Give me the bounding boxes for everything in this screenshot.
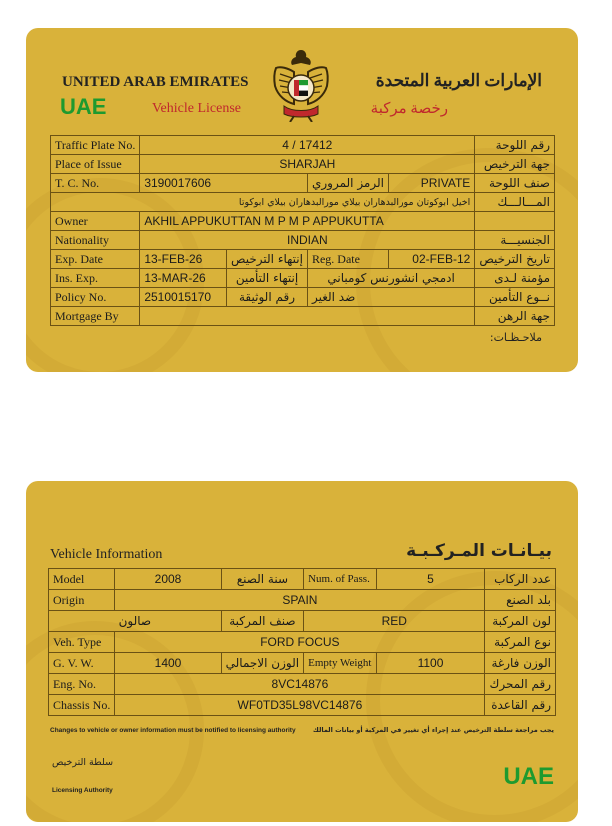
empty-weight-value: 1100 [376,653,485,674]
color-value: RED [304,611,485,632]
licensing-authority-ar: سلطة الترخيص [52,757,114,768]
gvw-value: 1400 [115,653,221,674]
engine-no-label: Eng. No. [49,674,115,695]
nationality-label: Nationality [51,231,140,250]
row-nationality [51,231,555,250]
color-label-ar: لون المركبة [485,611,556,632]
row-origin [49,590,556,611]
tc-number-label: T. C. No. [51,174,140,193]
model-value: 2008 [115,569,221,590]
row-traffic-plate [51,136,555,155]
place-of-issue-value: SHARJAH [140,155,475,174]
mortgage-label-ar: جهة الرهن [475,307,555,326]
row-ins-exp [51,269,555,288]
row-tc-number [51,174,555,193]
row-mortgage [51,307,555,326]
row-engine [49,674,556,695]
veh-type-label-ar: نوع المركبة [485,632,556,653]
model-label: Model [49,569,115,590]
row-exp-date [51,250,555,269]
row-chassis [49,695,556,716]
change-notice-ar: يجب مراجعة سلطة الترخيص عند إجراء أي تغيير في المركبة أو بيانات المالك [312,726,554,734]
reg-date-label: Reg. Date [307,250,388,269]
row-veh-type [49,632,556,653]
engine-no-value: 8VC14876 [115,674,485,695]
empty-weight-label-ar: الوزن فارغة [485,653,556,674]
doc-title-ar: رخصة مركبة [370,101,448,117]
nationality-value: INDIAN [140,231,475,250]
notes-label-ar: ملاحـظـات: [489,331,542,344]
license-front-card [26,28,578,372]
ins-expiry-label-ar: إنتهاء التأمين [227,269,308,288]
chassis-no-label: Chassis No. [49,695,115,716]
row-owner-ar [51,193,555,212]
ins-exp-label: Ins. Exp. [51,269,140,288]
row-policy [51,288,555,307]
reg-date-label-ar: تاريخ الترخيص [475,250,555,269]
owner-empty-cell [475,212,555,231]
license-back-card [26,481,578,822]
traffic-plate-label-ar: رقم اللوحة [475,136,555,155]
doc-title-en: Vehicle License [152,101,242,116]
insurance-type-ar: ضد الغير [307,288,474,307]
vehicle-class-label-ar: صنف المركبة [221,611,303,632]
owner-name-value: AKHIL APPUKUTTAN M P M P APPUKUTTA [140,212,475,231]
plate-class-label-ar: صنف اللوحة [475,174,555,193]
licensing-authority-en: Licensing Authority [52,787,113,794]
origin-value: SPAIN [115,590,485,611]
num-passengers-value: 5 [376,569,485,590]
row-gvw [49,653,556,674]
reg-date-value: 02-FEB-12 [388,250,474,269]
insured-with-label-ar: مؤمنة لـدى [475,269,555,288]
exp-date-value: 13-FEB-26 [140,250,227,269]
place-of-issue-label-ar: جهة الترخيص [475,155,555,174]
vehicle-info-title-en: Vehicle Information [50,547,163,562]
insurance-type-label-ar: نــوع التأمين [475,288,555,307]
uae-logo: UAE [60,94,107,119]
empty-weight-label: Empty Weight [304,653,376,674]
chassis-no-label-ar: رقم القاعدة [485,695,556,716]
license-details-table [50,135,555,326]
owner-label: Owner [51,212,140,231]
row-color [49,611,556,632]
traffic-code-label-ar: الرمز المروري [307,174,388,193]
gvw-label: G. V. W. [49,653,115,674]
row-model [49,569,556,590]
uae-logo: UAE [503,763,554,790]
change-notice-en: Changes to vehicle or owner information must be notified to licensing authority [50,727,296,734]
policy-no-label: Policy No. [51,288,140,307]
traffic-plate-value: 4 / 17412 [140,136,475,155]
ins-exp-value: 13-MAR-26 [140,269,227,288]
exp-date-label: Exp. Date [51,250,140,269]
license-expiry-label-ar: إنتهاء الترخيص [227,250,308,269]
row-place-of-issue [51,155,555,174]
place-of-issue-label: Place of Issue [51,155,140,174]
nationality-label-ar: الجنسيـــة [475,231,555,250]
row-owner [51,212,555,231]
manufacture-year-label-ar: سنة الصنع [221,569,303,590]
chassis-no-value: WF0TD35L98VC14876 [115,695,485,716]
country-name-en: UNITED ARAB EMIRATES [62,74,249,90]
num-passengers-label: Num. of Pass. [304,569,376,590]
vehicle-info-title-ar: بيـانـات المـركـبـة [406,541,552,561]
mortgage-label: Mortgage By [51,307,140,326]
insurer-name-ar: ادمجي انشورنس كومباني [307,269,474,288]
vehicle-info-table [48,568,556,716]
gross-weight-label-ar: الوزن الاجمالي [221,653,303,674]
mortgage-value [140,307,475,326]
num-passengers-label-ar: عدد الركاب [485,569,556,590]
owner-label-ar: المـــالـــك [475,193,555,212]
plate-class-value: PRIVATE [388,174,474,193]
veh-type-label: Veh. Type [49,632,115,653]
vehicle-class-ar: صالون [49,611,222,632]
tc-number-value: 3190017606 [140,174,308,193]
veh-type-value: FORD FOCUS [115,632,485,653]
origin-label: Origin [49,590,115,611]
owner-name-ar: اخيل ابوكوتان مورالبدهاران بيلاي مورالبدهاران بيلاي ابوكوتا [51,193,475,212]
falcon-emblem-icon [270,46,332,122]
country-name-ar: الإمارات العربية المتحدة [375,71,542,90]
policy-no-label-ar: رقم الوثيقة [227,288,308,307]
origin-label-ar: بلد الصنع [485,590,556,611]
engine-no-label-ar: رقم المحرك [485,674,556,695]
policy-no-value: 2510015170 [140,288,227,307]
traffic-plate-label: Traffic Plate No. [51,136,140,155]
